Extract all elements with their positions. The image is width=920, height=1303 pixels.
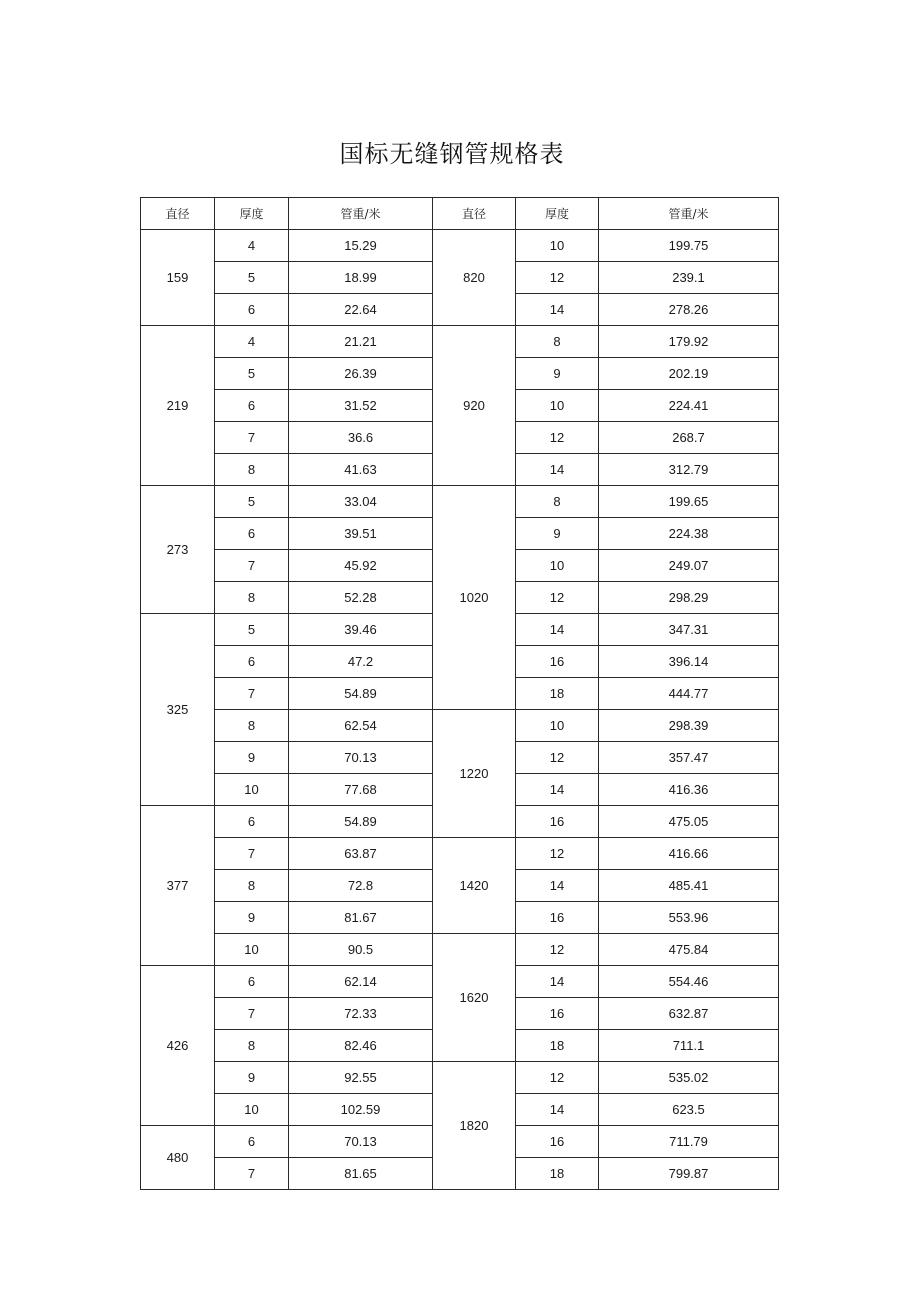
left-thickness-cell: 10	[215, 934, 289, 966]
right-thickness-cell: 12	[516, 422, 599, 454]
left-weight-cell: 39.51	[289, 518, 433, 550]
right-thickness-cell: 14	[516, 614, 599, 646]
left-thickness-cell: 8	[215, 870, 289, 902]
right-weight-cell: 623.5	[599, 1094, 779, 1126]
header-diameter-left: 直径	[141, 198, 215, 230]
left-thickness-cell: 6	[215, 646, 289, 678]
left-weight-cell: 70.13	[289, 1126, 433, 1158]
right-thickness-cell: 12	[516, 1062, 599, 1094]
left-diameter-cell: 480	[141, 1126, 215, 1190]
right-weight-cell: 357.47	[599, 742, 779, 774]
right-thickness-cell: 18	[516, 1158, 599, 1190]
left-thickness-cell: 6	[215, 390, 289, 422]
left-thickness-cell: 6	[215, 806, 289, 838]
left-thickness-cell: 8	[215, 710, 289, 742]
left-weight-cell: 47.2	[289, 646, 433, 678]
left-weight-cell: 26.39	[289, 358, 433, 390]
right-weight-cell: 239.1	[599, 262, 779, 294]
right-weight-cell: 711.1	[599, 1030, 779, 1062]
right-weight-cell: 632.87	[599, 998, 779, 1030]
left-thickness-cell: 9	[215, 902, 289, 934]
header-weight-left: 管重/米	[289, 198, 433, 230]
left-weight-cell: 90.5	[289, 934, 433, 966]
right-weight-cell: 312.79	[599, 454, 779, 486]
left-weight-cell: 45.92	[289, 550, 433, 582]
right-thickness-cell: 10	[516, 230, 599, 262]
left-thickness-cell: 10	[215, 1094, 289, 1126]
table-row	[141, 934, 779, 966]
right-thickness-cell: 12	[516, 582, 599, 614]
left-weight-cell: 33.04	[289, 486, 433, 518]
left-weight-cell: 63.87	[289, 838, 433, 870]
right-weight-cell: 485.41	[599, 870, 779, 902]
right-weight-cell: 416.36	[599, 774, 779, 806]
left-diameter-cell: 219	[141, 326, 215, 486]
right-thickness-cell: 18	[516, 678, 599, 710]
right-weight-cell: 396.14	[599, 646, 779, 678]
header-diameter-right: 直径	[433, 198, 516, 230]
left-weight-cell: 18.99	[289, 262, 433, 294]
left-thickness-cell: 7	[215, 998, 289, 1030]
left-weight-cell: 92.55	[289, 1062, 433, 1094]
right-thickness-cell: 16	[516, 902, 599, 934]
page-title: 国标无缝钢管规格表	[339, 140, 565, 168]
right-diameter-cell: 1420	[433, 838, 516, 934]
right-diameter-cell: 920	[433, 326, 516, 486]
left-weight-cell: 15.29	[289, 230, 433, 262]
right-weight-cell: 475.05	[599, 806, 779, 838]
left-diameter-cell: 377	[141, 806, 215, 966]
left-weight-cell: 62.14	[289, 966, 433, 998]
left-weight-cell: 72.33	[289, 998, 433, 1030]
right-weight-cell: 554.46	[599, 966, 779, 998]
left-weight-cell: 41.63	[289, 454, 433, 486]
right-diameter-cell: 820	[433, 230, 516, 326]
left-thickness-cell: 9	[215, 1062, 289, 1094]
right-weight-cell: 199.75	[599, 230, 779, 262]
left-weight-cell: 21.21	[289, 326, 433, 358]
right-weight-cell: 553.96	[599, 902, 779, 934]
right-diameter-cell: 1020	[433, 486, 516, 710]
header-weight-right: 管重/米	[599, 198, 779, 230]
right-thickness-cell: 12	[516, 742, 599, 774]
right-thickness-cell: 14	[516, 966, 599, 998]
left-thickness-cell: 10	[215, 774, 289, 806]
left-weight-cell: 54.89	[289, 806, 433, 838]
left-weight-cell: 82.46	[289, 1030, 433, 1062]
table-row	[141, 838, 779, 870]
left-thickness-cell: 7	[215, 838, 289, 870]
header-thickness-right: 厚度	[516, 198, 599, 230]
table-body	[141, 230, 779, 1190]
right-weight-cell: 249.07	[599, 550, 779, 582]
left-thickness-cell: 5	[215, 262, 289, 294]
right-thickness-cell: 16	[516, 1126, 599, 1158]
left-thickness-cell: 7	[215, 678, 289, 710]
right-weight-cell: 416.66	[599, 838, 779, 870]
right-weight-cell: 298.29	[599, 582, 779, 614]
right-thickness-cell: 16	[516, 646, 599, 678]
right-thickness-cell: 10	[516, 390, 599, 422]
right-thickness-cell: 18	[516, 1030, 599, 1062]
header-thickness-left: 厚度	[215, 198, 289, 230]
table-row	[141, 710, 779, 742]
right-thickness-cell: 14	[516, 870, 599, 902]
left-thickness-cell: 6	[215, 966, 289, 998]
right-weight-cell: 224.38	[599, 518, 779, 550]
left-weight-cell: 72.8	[289, 870, 433, 902]
right-thickness-cell: 9	[516, 358, 599, 390]
left-weight-cell: 36.6	[289, 422, 433, 454]
table-row	[141, 326, 779, 358]
left-weight-cell: 77.68	[289, 774, 433, 806]
right-weight-cell: 347.31	[599, 614, 779, 646]
left-thickness-cell: 5	[215, 358, 289, 390]
left-weight-cell: 39.46	[289, 614, 433, 646]
left-thickness-cell: 8	[215, 582, 289, 614]
table-row	[141, 230, 779, 262]
table-row	[141, 1062, 779, 1094]
pipe-spec-table	[140, 197, 779, 1190]
right-weight-cell: 475.84	[599, 934, 779, 966]
right-weight-cell: 268.7	[599, 422, 779, 454]
left-weight-cell: 81.67	[289, 902, 433, 934]
left-thickness-cell: 6	[215, 518, 289, 550]
right-thickness-cell: 14	[516, 1094, 599, 1126]
left-thickness-cell: 9	[215, 742, 289, 774]
right-thickness-cell: 10	[516, 710, 599, 742]
left-weight-cell: 31.52	[289, 390, 433, 422]
left-diameter-cell: 325	[141, 614, 215, 806]
right-thickness-cell: 12	[516, 262, 599, 294]
right-weight-cell: 224.41	[599, 390, 779, 422]
right-thickness-cell: 14	[516, 774, 599, 806]
left-thickness-cell: 7	[215, 550, 289, 582]
right-thickness-cell: 8	[516, 326, 599, 358]
right-thickness-cell: 9	[516, 518, 599, 550]
left-thickness-cell: 8	[215, 1030, 289, 1062]
left-weight-cell: 22.64	[289, 294, 433, 326]
right-diameter-cell: 1220	[433, 710, 516, 838]
right-weight-cell: 711.79	[599, 1126, 779, 1158]
right-thickness-cell: 14	[516, 294, 599, 326]
left-weight-cell: 70.13	[289, 742, 433, 774]
left-diameter-cell: 273	[141, 486, 215, 614]
left-thickness-cell: 7	[215, 422, 289, 454]
right-weight-cell: 799.87	[599, 1158, 779, 1190]
right-weight-cell: 199.65	[599, 486, 779, 518]
right-thickness-cell: 16	[516, 806, 599, 838]
right-diameter-cell: 1620	[433, 934, 516, 1062]
right-thickness-cell: 12	[516, 838, 599, 870]
right-weight-cell: 298.39	[599, 710, 779, 742]
left-diameter-cell: 426	[141, 966, 215, 1126]
right-weight-cell: 278.26	[599, 294, 779, 326]
left-thickness-cell: 6	[215, 294, 289, 326]
left-weight-cell: 62.54	[289, 710, 433, 742]
table-row	[141, 486, 779, 518]
right-thickness-cell: 12	[516, 934, 599, 966]
right-thickness-cell: 16	[516, 998, 599, 1030]
left-thickness-cell: 8	[215, 454, 289, 486]
right-weight-cell: 202.19	[599, 358, 779, 390]
left-thickness-cell: 7	[215, 1158, 289, 1190]
left-weight-cell: 54.89	[289, 678, 433, 710]
left-thickness-cell: 6	[215, 1126, 289, 1158]
left-thickness-cell: 5	[215, 614, 289, 646]
table-header-row	[141, 198, 779, 230]
right-weight-cell: 179.92	[599, 326, 779, 358]
left-thickness-cell: 5	[215, 486, 289, 518]
left-weight-cell: 81.65	[289, 1158, 433, 1190]
left-weight-cell: 52.28	[289, 582, 433, 614]
left-diameter-cell: 159	[141, 230, 215, 326]
left-weight-cell: 102.59	[289, 1094, 433, 1126]
right-weight-cell: 444.77	[599, 678, 779, 710]
left-thickness-cell: 4	[215, 326, 289, 358]
left-thickness-cell: 4	[215, 230, 289, 262]
right-thickness-cell: 8	[516, 486, 599, 518]
right-thickness-cell: 10	[516, 550, 599, 582]
right-diameter-cell: 1820	[433, 1062, 516, 1190]
right-weight-cell: 535.02	[599, 1062, 779, 1094]
right-thickness-cell: 14	[516, 454, 599, 486]
